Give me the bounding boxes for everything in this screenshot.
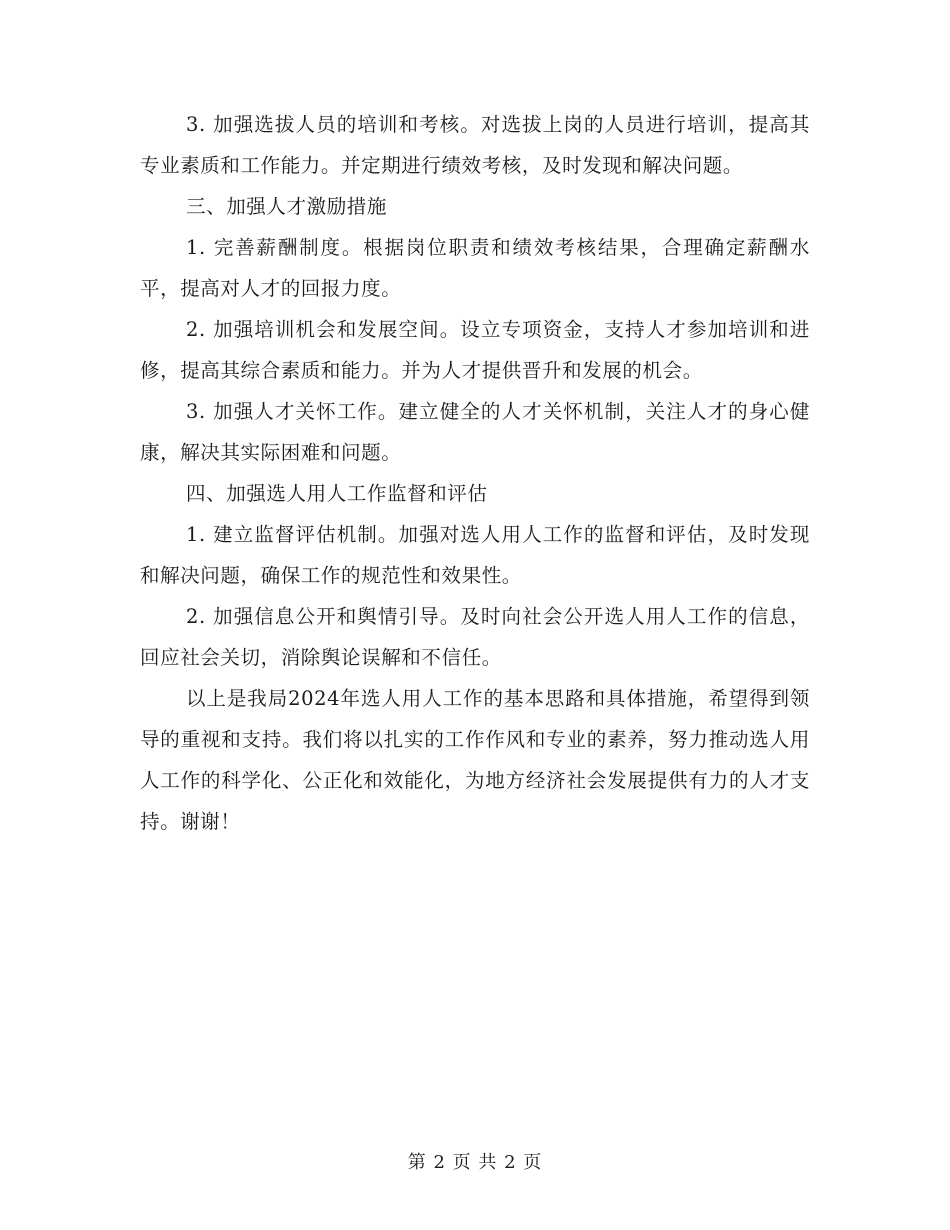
paragraph-supervision-mechanism: 1. 建立监督评估机制。加强对选人用人工作的监督和评估，及时发现和解决问题，确保工作的规范性和效果性。: [140, 523, 810, 587]
section-heading-talent-incentives: 三、加强人才激励措施: [186, 195, 388, 218]
paragraph-conclusion: 以上是我局2024年选人用人工作的基本思路和具体措施，希望得到领导的重视和支持。我们将以扎实的工作作风和专业的素养，努力推动选人用人工作的科学化、公正化和效能化，为地方经济社会发展提供有力的人才支持。谢谢！: [140, 687, 810, 833]
paragraph-training-opportunities: 2. 加强培训机会和发展空间。设立专项资金，支持人才参加培训和进修，提高其综合素质和能力。并为人才提供晋升和发展的机会。: [140, 318, 810, 382]
paragraph-training-assessment: 3. 加强选拔人员的培训和考核。对选拔上岗的人员进行培训，提高其专业素质和工作能力。并定期进行绩效考核，及时发现和解决问题。: [140, 113, 810, 177]
section-heading-supervision-evaluation: 四、加强选人用人工作监督和评估: [186, 482, 488, 505]
paragraph-information-disclosure: 2. 加强信息公开和舆情引导。及时向社会公开选人用人工作的信息，回应社会关切，消除舆论误解和不信任。: [140, 605, 810, 669]
paragraph-talent-care: 3. 加强人才关怀工作。建立健全的人才关怀机制，关注人才的身心健康，解决其实际困难和问题。: [140, 400, 810, 464]
paragraph-salary-system: 1. 完善薪酬制度。根据岗位职责和绩效考核结果，合理确定薪酬水平，提高对人才的回报力度。: [140, 236, 810, 300]
page-number-footer: 第 2 页 共 2 页: [407, 1152, 543, 1173]
document-body: [140, 104, 810, 842]
